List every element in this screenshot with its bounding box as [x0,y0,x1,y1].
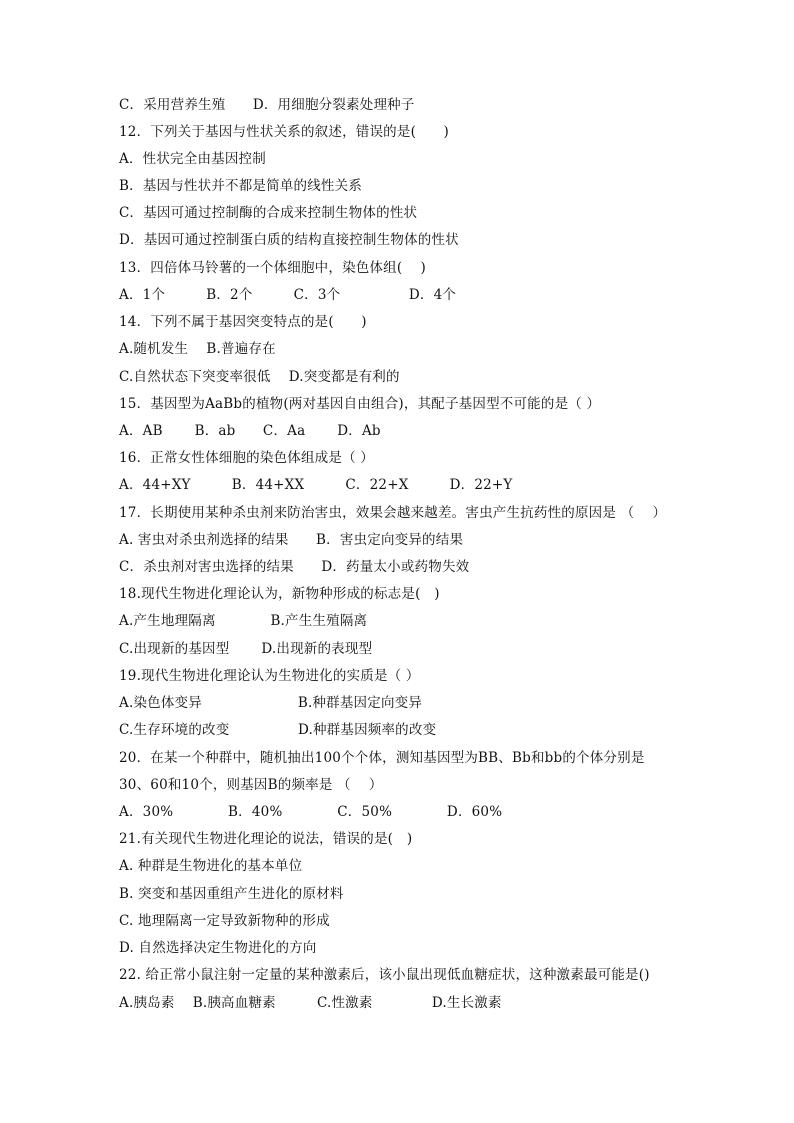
text-line: D. 自然选择决定生物进化的方向 [119,940,317,956]
question-12: 12．下列关于基因与性状关系的叙述，错误的是( ) [119,124,449,140]
text-line: 30、60和10个，则基因B的频率是 （ ） [119,777,383,793]
question-21: 21.有关现代生物进化理论的说法，错误的是( ) [119,831,413,847]
text-line: A．AB B．ab C．Aa D．Ab [119,423,381,439]
question-19: 19.现代生物进化理论认为生物进化的实质是（ ） [119,668,420,684]
text-line: A．性状完全由基因控制 [119,151,266,167]
question-13: 13．四倍体马铃薯的一个体细胞中，染色体组( ) [119,260,427,276]
question-20: 20．在某一个种群中，随机抽出100个个体，测知基因型为BB、Bb和bb的个体分别是 [119,750,645,766]
text-line: C. 地理隔离一定导致新物种的形成 [119,913,330,929]
text-line: A. 种群是生物进化的基本单位 [119,858,303,874]
text-line: C．采用营养生殖 D．用细胞分裂素处理种子 [119,97,415,113]
text-line: A. 害虫对杀虫剂选择的结果 B．害虫定向变异的结果 [119,532,464,548]
text-line: A.随机发生 B.普遍存在 [119,341,276,357]
text-line: B．基因与性状并不都是简单的线性关系 [119,178,363,194]
text-line: D．基因可通过控制蛋白质的结构直接控制生物体的性状 [119,232,459,248]
text-line: A.染色体变异 B.种群基因定向变异 [119,695,423,711]
text-line: C．基因可通过控制酶的合成来控制生物体的性状 [119,205,418,221]
question-16: 16．正常女性体细胞的染色体组成是（ ） [119,450,374,466]
text-line: A.胰岛素 B.胰高血糖素 C.性激素 D.生长激素 [119,995,502,1011]
question-17: 17．长期使用某种杀虫剂来防治害虫，效果会越来越差。害虫产生抗药性的原因是 （ ） [119,505,667,521]
text-line: A．30% B．40% C．50% D．60% [119,804,503,820]
question-14: 14．下列不属于基因突变特点的是( ) [119,314,367,330]
text-line: C.出现新的基因型 D.出现新的表现型 [119,641,373,657]
question-22: 22. 给正常小鼠注射一定量的某种激素后，该小鼠出现低血糖症状，这种激素最可能是() [119,967,650,983]
text-line: C．杀虫剂对害虫选择的结果 D．药量太小或药物失效 [119,559,470,575]
text-line: C.生存环境的改变 D.种群基因频率的改变 [119,722,437,738]
question-15: 15．基因型为AaBb的植物(两对基因自由组合)，其配子基因型不可能的是（ ） [119,396,601,412]
text-line: C.自然状态下突变率很低 D.突变都是有利的 [119,369,400,385]
question-18: 18.现代生物进化理论认为，新物种形成的标志是( ) [119,586,440,602]
text-line: A.产生地理隔离 B.产生生殖隔离 [119,613,368,629]
text-line: B. 突变和基因重组产生进化的原材料 [119,886,344,902]
text-line: A．1个 B．2个 C．3个 D．4个 [119,287,457,303]
text-line: A．44+XY B．44+XX C．22+X D．22+Y [119,477,513,493]
